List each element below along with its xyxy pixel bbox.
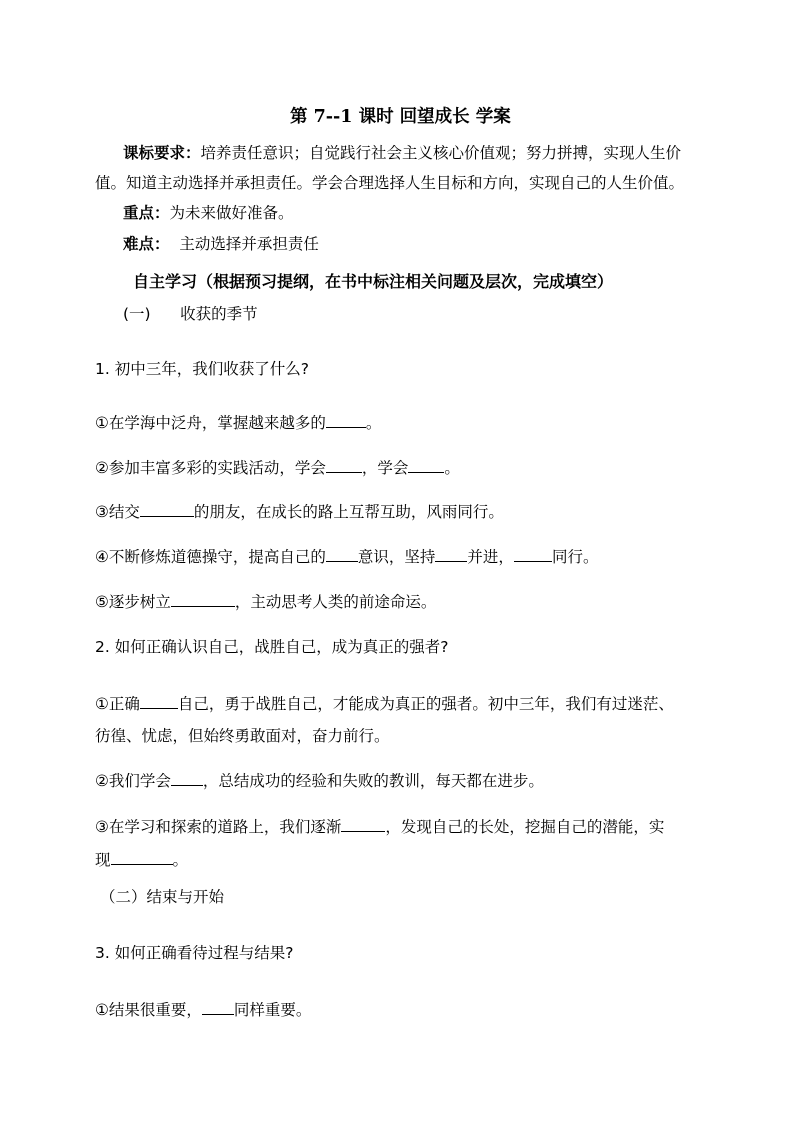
text: 并进， — [467, 548, 514, 566]
q1-question: 1. 初中三年，我们收获了什么? — [95, 360, 309, 378]
text: 。 — [365, 414, 382, 432]
q2-item-1-line-2: 彷徨、忧虑，但始终勇敢面对，奋力前行。 — [95, 727, 390, 745]
requirements-line-1 — [123, 143, 681, 163]
text: ④不断修炼道德操守，提高自己的 — [95, 548, 326, 566]
key-point-text: 为未来做好准备。 — [169, 204, 294, 222]
key-point — [123, 203, 294, 223]
q2-question: 2. 如何正确认识自己，战胜自己，成为真正的强者? — [95, 638, 449, 656]
text: 。 — [172, 851, 189, 869]
requirements-label: 课标要求： — [123, 144, 201, 162]
text: 自己，勇于战胜自己，才能成为真正的强者。初中三年，我们有过迷茫、 — [177, 695, 674, 713]
text: ③结交 — [95, 503, 140, 521]
q1-item-2 — [95, 457, 460, 478]
text: ⑤逐步树立 — [95, 593, 171, 611]
text: 的朋友，在成长的路上互帮互助，风雨同行。 — [193, 503, 504, 521]
text: 同行。 — [551, 548, 599, 566]
q3-question: 3. 如何正确看待过程与结果? — [95, 944, 294, 962]
fill-blank[interactable] — [202, 999, 234, 1015]
requirements-line-2: 值。知道主动选择并承担责任。学会合理选择人生目标和方向，实现自己的人生价值。 — [95, 174, 685, 192]
text: ，学会 — [361, 459, 409, 477]
q2-item-2 — [95, 770, 544, 791]
fill-blank[interactable] — [326, 412, 366, 428]
requirements-text-1: 培养责任意识；自觉践行社会主义核心价值观；努力拼搏，实现人生价 — [200, 144, 682, 162]
key-point-label: 重点： — [123, 204, 170, 222]
text: 同样重要。 — [233, 1001, 312, 1019]
section-1-heading: (一) 收获的季节 — [123, 305, 258, 323]
q2-item-1-line-1 — [95, 693, 674, 714]
q1-item-4 — [95, 546, 598, 567]
text: ②参加丰富多彩的实践活动，学会 — [95, 459, 326, 477]
text: ①正确 — [95, 695, 140, 713]
text: 。 — [444, 459, 460, 477]
fill-blank[interactable] — [514, 546, 552, 562]
q3-item-1 — [95, 999, 311, 1020]
page-title: 第 7--1 课时 回望成长 学案 — [290, 107, 511, 127]
fill-blank[interactable] — [408, 457, 444, 473]
q1-item-3 — [95, 501, 504, 522]
q1-item-5 — [95, 591, 436, 612]
text: 现 — [95, 851, 111, 869]
section-2-heading: （二）结束与开始 — [100, 888, 225, 906]
text: ，主动思考人类的前途命运。 — [234, 593, 437, 611]
self-study-heading: 自主学习（根据预习提纲，在书中标注相关问题及层次，完成填空） — [133, 272, 614, 291]
difficult-point-text: 主动选择并承担责任 — [179, 235, 319, 253]
text: ①在学海中泛舟，掌握越来越多的 — [95, 414, 326, 432]
text: ，发现自己的长处，挖掘自己的潜能，实 — [385, 818, 665, 836]
fill-blank[interactable] — [326, 457, 362, 473]
q1-item-1 — [95, 412, 381, 433]
text: ③在学习和探索的道路上，我们逐渐 — [95, 818, 342, 836]
q2-item-3-line-2 — [95, 849, 188, 870]
fill-blank[interactable] — [111, 849, 173, 865]
fill-blank[interactable] — [140, 693, 178, 709]
text: ，总结成功的经验和失败的教训，每天都在进步。 — [202, 772, 544, 790]
fill-blank[interactable] — [341, 816, 385, 832]
text: ②我们学会 — [95, 772, 171, 790]
fill-blank[interactable] — [326, 546, 358, 562]
fill-blank[interactable] — [140, 501, 194, 517]
difficult-point — [123, 234, 319, 254]
difficult-point-label: 难点： — [123, 235, 170, 253]
fill-blank[interactable] — [171, 770, 203, 786]
text: 意识，坚持 — [357, 548, 436, 566]
fill-blank[interactable] — [171, 591, 235, 607]
text: ①结果很重要， — [95, 1001, 202, 1019]
q2-item-3-line-1 — [95, 816, 664, 837]
fill-blank[interactable] — [435, 546, 467, 562]
